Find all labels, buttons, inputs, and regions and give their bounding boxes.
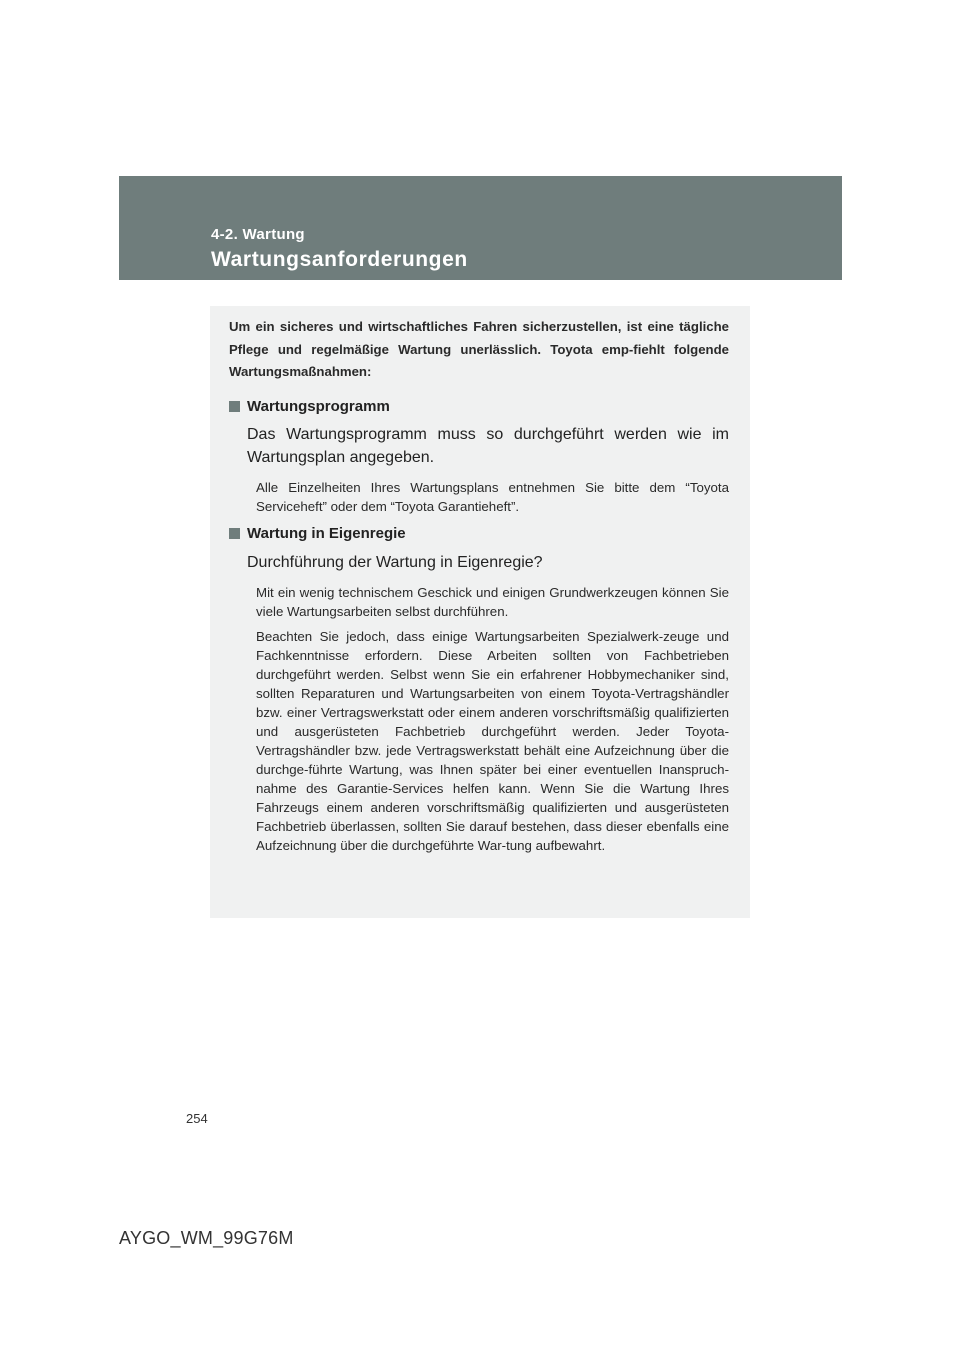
- section-body-text: Alle Einzelheiten Ihres Wartungsplans entnehmen Sie bitte dem “Toyota Serviceheft” oder dem “Toyota Garantieheft”.: [256, 480, 729, 514]
- section-label: 4-2. Wartung: [211, 226, 305, 243]
- page-number: 254: [186, 1111, 208, 1126]
- square-bullet-icon: [229, 401, 240, 412]
- section-heading-label: Wartungsprogramm: [247, 398, 390, 415]
- section-body-text: Mit ein wenig technischem Geschick und einigen Grundwerkzeugen können Sie viele Wartungsarbeiten selbst durchführen.: [256, 585, 729, 619]
- section-lead-text: Das Wartungsprogramm muss so durchgeführt werden wie im Wartungsplan angegeben.: [247, 426, 729, 466]
- section-heading-wartungsprogramm: [229, 398, 390, 415]
- content-box: [210, 306, 750, 918]
- document-code: AYGO_WM_99G76M: [119, 1228, 294, 1248]
- square-bullet-icon: [229, 528, 240, 539]
- section-body-text: Beachten Sie jedoch, dass einige Wartungsarbeiten Spezialwerk-zeuge und Fachkenntnisse erfordern. Diese Arbeiten sollten von Fachbetrieben durchgeführt werden. Selbst wenn Sie ein erfahrener Hobbymechaniker sind, sollten Reparaturen und Wartungsarbeiten von einem Toyota-Vertragshändler bzw. einer Vertragswerkstatt oder einem anderen vorschriftsmäßig qualifizierten und ausgerüsteten Fachbetrieb durchgeführt werden. Jeder Toyota-Vertragshändler bzw. jede Vertragswerkstatt behält eine Aufzeichnung über die durchge-führte Wartung, was Ihnen später bei einer eventuellen Inanspruch-nahme des Garantie-Services helfen kann. Wenn Sie die Wartung Ihres Fahrzeugs einem anderen vorschriftsmäßig qualifizierten und ausgerüsteten Fachbetrieb überlassen, sollten Sie darauf bestehen, dass dieser ebenfalls eine Aufzeichnung über die durchgeführte War-tung aufbewahrt.: [256, 629, 729, 853]
- section-heading-label: Wartung in Eigenregie: [247, 525, 406, 542]
- section-lead-text: Durchführung der Wartung in Eigenregie?: [247, 554, 543, 571]
- header-band: [119, 176, 842, 280]
- section-heading-eigenregie: [229, 525, 406, 542]
- intro-paragraph: Um ein sicheres und wirtschaftliches Fahren sicherzustellen, ist eine tägliche Pflege und regelmäßige Wartung unerlässlich. Toyota emp-fiehlt folgende Wartungsmaßnahmen:: [229, 319, 729, 379]
- page-title: Wartungsanforderungen: [211, 248, 468, 271]
